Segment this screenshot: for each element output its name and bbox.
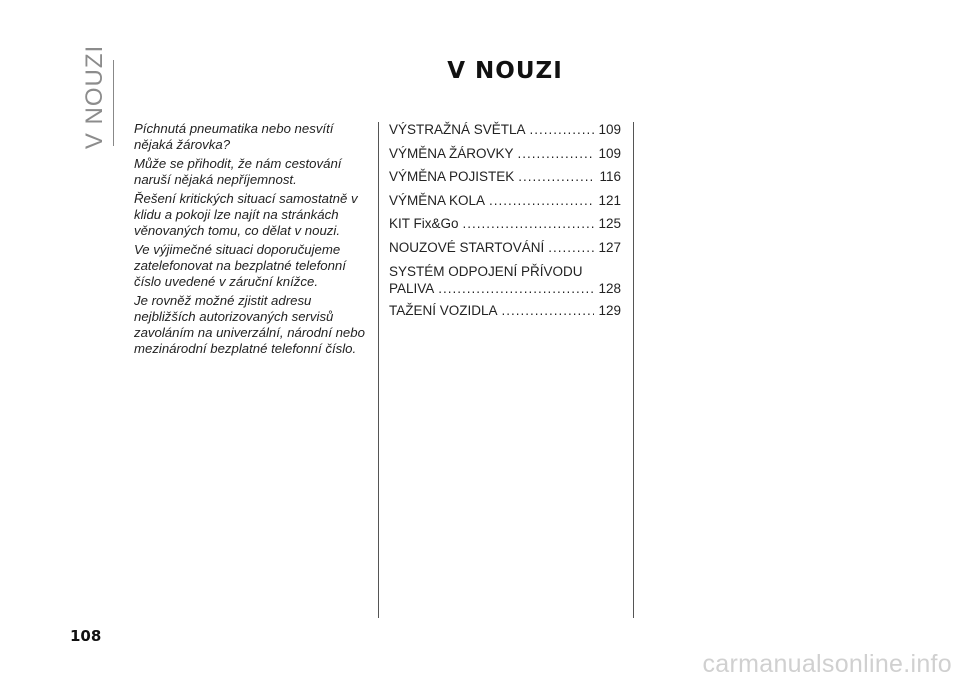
toc-label: VÝMĚNA KOLA xyxy=(389,192,486,208)
toc-page-number: 127 xyxy=(598,239,621,255)
column-divider-left xyxy=(378,122,379,618)
toc-leader-dots xyxy=(548,240,594,255)
toc-entry-warning-lights[interactable] xyxy=(389,122,621,146)
toc-leader-dots xyxy=(530,122,595,137)
toc-leader-dots xyxy=(438,280,594,297)
toc-entry-fix-and-go-kit[interactable] xyxy=(389,216,621,240)
intro-paragraph: Může se přihodit, že nám cestování naruší nějaká nepříjemnost. xyxy=(134,156,342,187)
toc-page-number: 129 xyxy=(598,303,621,318)
toc-page-number: 128 xyxy=(598,281,621,296)
toc-label: NOUZOVÉ STARTOVÁNÍ xyxy=(389,239,545,255)
side-tab-label: V NOUZI xyxy=(81,44,108,150)
toc-label: VÝSTRAŽNÁ SVĚTLA xyxy=(389,122,526,137)
toc-label: VÝMĚNA ŽÁROVKY xyxy=(389,145,514,161)
toc-entry-fuel-cutoff[interactable] xyxy=(389,263,621,297)
intro-paragraph: Je rovněž možné zjistit adresu nejbližších autorizovaných servisů zavoláním na univerzální, národní nebo mezinárodní bezplatné telefonní číslo. xyxy=(134,293,365,356)
toc-entry-bulb-replacement[interactable] xyxy=(389,146,621,170)
toc-label: TAŽENÍ VOZIDLA xyxy=(389,303,498,318)
toc-leader-dots xyxy=(463,216,595,231)
toc-leader-dots xyxy=(489,193,594,208)
toc-page-number: 121 xyxy=(598,192,621,208)
toc-leader-dots xyxy=(502,303,595,318)
toc-leader-dots xyxy=(518,146,595,161)
site-watermark: carmanualsonline.info xyxy=(702,650,952,678)
toc-entry-fuse-replacement[interactable] xyxy=(389,169,621,193)
toc-label-continued: PALIVA xyxy=(389,281,435,296)
side-tab-divider xyxy=(113,60,114,146)
toc-page-number: 116 xyxy=(599,169,621,184)
toc-page-number: 125 xyxy=(598,216,621,231)
toc-leader-dots xyxy=(518,169,595,184)
page-number: 108 xyxy=(70,627,102,645)
toc-page-number: 109 xyxy=(598,145,621,161)
page-title: V NOUZI xyxy=(447,58,563,84)
toc-label: KIT Fix&Go xyxy=(389,216,459,231)
toc-entry-wheel-change[interactable] xyxy=(389,193,621,217)
toc-page-number: 109 xyxy=(598,122,621,137)
intro-paragraph: Ve výjimečné situaci doporučujeme zatelefonovat na bezplatné telefonní číslo uvedené v záruční knížce. xyxy=(134,242,346,289)
toc-entry-emergency-start[interactable] xyxy=(389,240,621,264)
toc-label: VÝMĚNA POJISTEK xyxy=(389,169,515,184)
toc-label: SYSTÉM ODPOJENÍ PŘÍVODU xyxy=(389,264,583,279)
table-of-contents xyxy=(389,122,621,327)
column-divider-right xyxy=(633,122,634,618)
intro-paragraph: Řešení kritických situací samostatně v klidu a pokoji lze najít na stránkách věnovaných tomu, co dělat v nouzi. xyxy=(134,191,358,238)
toc-entry-towing[interactable] xyxy=(389,303,621,327)
intro-paragraph: Píchnutá pneumatika nebo nesvítí nějaká žárovka? xyxy=(134,121,334,152)
intro-text xyxy=(134,121,374,360)
side-tab xyxy=(80,44,110,150)
